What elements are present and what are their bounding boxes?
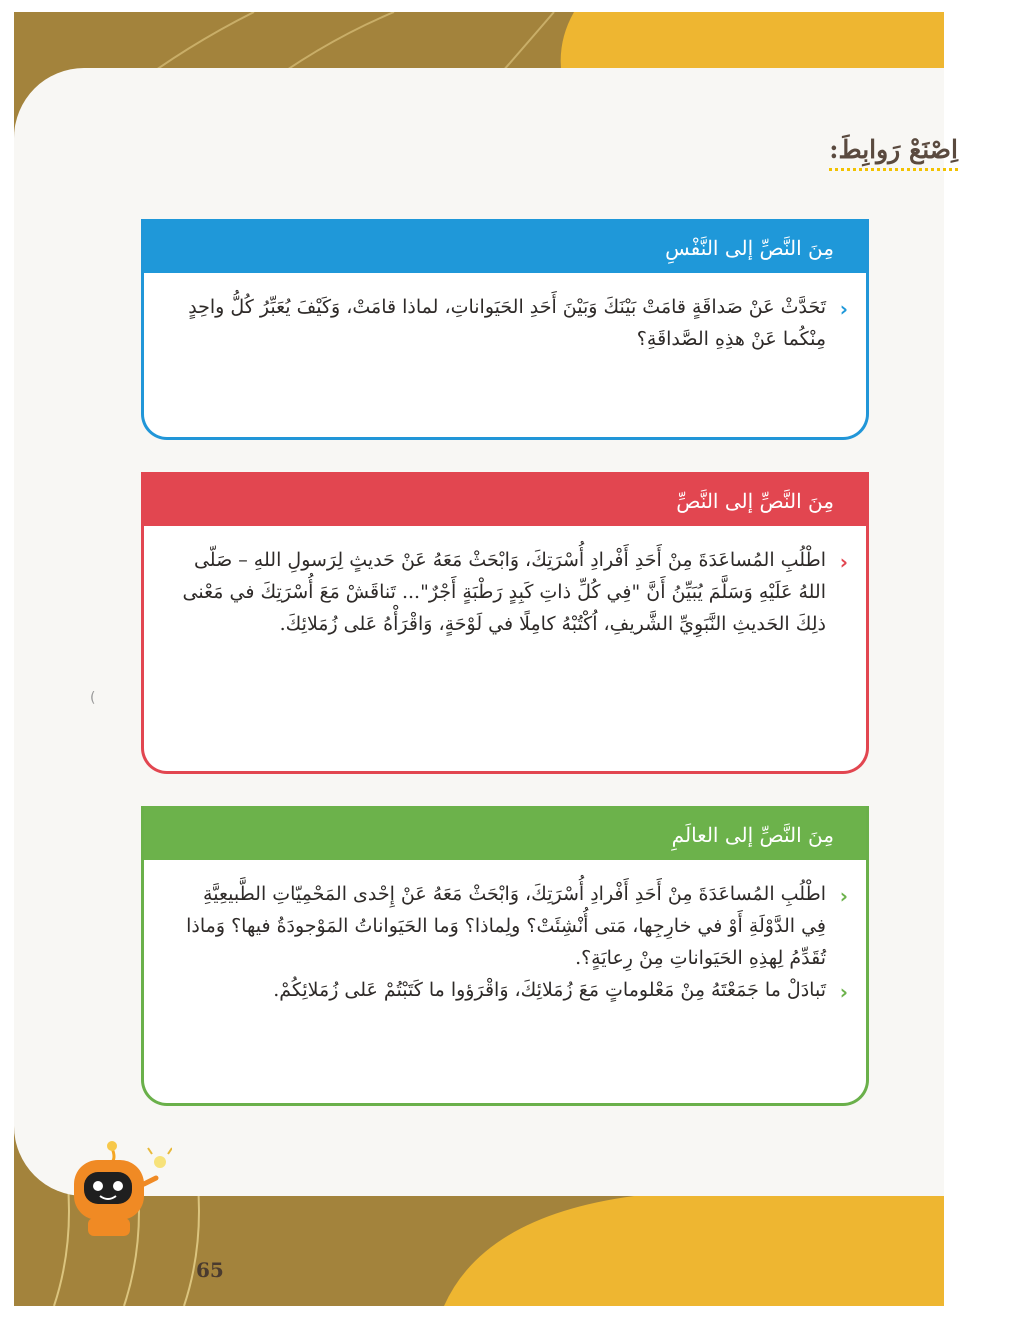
card-body bbox=[144, 273, 866, 355]
card-title: مِنَ النَّصِّ إلى النَّصِّ bbox=[144, 472, 866, 526]
card-text-to-self bbox=[141, 219, 869, 440]
card-title: مِنَ النَّصِّ إلى العالَمِ bbox=[144, 806, 866, 860]
card-body bbox=[144, 526, 866, 640]
page-number: 65 bbox=[196, 1258, 224, 1282]
scan-mark: ( bbox=[90, 690, 96, 706]
chevron-bullet-icon: ‹ bbox=[839, 297, 848, 321]
card-text-to-world bbox=[141, 806, 869, 1106]
robot-mascot-icon bbox=[52, 1140, 172, 1240]
list-item bbox=[174, 544, 846, 640]
page-heading: اِصْنَعْ رَوابِطَ: bbox=[829, 135, 958, 171]
item-text: اطْلُبِ المُساعَدَةَ مِنْ أَحَدِ أَفْرادِ أُسْرَتِكَ، وَابْحَثْ مَعَهُ عَنْ إِحْدى المَحْمِيّاتِ الطَّبيعِيَّةِ فِي الدَّوْلَةِ أَوْ في خارِجِها، مَتى أُنْشِئَتْ؟ ولِماذا؟ وَما الحَيَواناتُ المَوْجودَةُ فيها؟ وَماذا تُقَدِّمُ لِهذِهِ الحَيَواناتِ مِنْ رِعايَةٍ؟. bbox=[186, 883, 826, 969]
list-item bbox=[174, 291, 846, 355]
card-text-to-text bbox=[141, 472, 869, 774]
chevron-bullet-icon: ‹ bbox=[839, 550, 848, 574]
list-item bbox=[174, 974, 846, 1006]
chevron-bullet-icon: ‹ bbox=[839, 884, 848, 908]
card-body bbox=[144, 860, 866, 1006]
list-item bbox=[174, 878, 846, 974]
item-text: اطْلُبِ المُساعَدَةَ مِنْ أَحَدِ أَفْرادِ أُسْرَتِكَ، وَابْحَثْ مَعَهُ عَنْ حَديثٍ لِرَسولِ اللهِ – صَلّى اللهُ عَلَيْهِ وَسَلَّمَ يُبَيِّنُ أَنَّ "فِي كُلِّ ذاتِ كَبِدٍ رَطْبَةٍ أَجْرٌ"... تَناقَشْ مَعَ أُسْرَتِكَ في مَعْنى ذلِكَ الحَديثِ النَّبَوِيِّ الشَّريفِ، اُكْتُبْهُ كامِلًا في لَوْحَةٍ، وَاقْرَأْهُ عَلى زُمَلائِكَ. bbox=[182, 549, 826, 635]
card-title: مِنَ النَّصِّ إلى النَّفْسِ bbox=[144, 219, 866, 273]
item-text: تَبادَلْ ما جَمَعْتَهُ مِنْ مَعْلوماتٍ مَعَ زُمَلائِكَ، وَاقْرَؤوا ما كَتَبْتُمْ عَلى زُمَلائِكُمْ. bbox=[273, 979, 826, 1001]
item-text: تَحَدَّثْ عَنْ صَداقَةٍ قامَتْ بَيْنَكَ وَبَيْنَ أَحَدِ الحَيَواناتِ، لماذا قامَتْ، وَكَيْفَ يُعَبِّرُ كُلُّ واحِدٍ مِنْكُما عَنْ هذِهِ الصَّداقَةِ؟ bbox=[188, 296, 826, 350]
chevron-bullet-icon: ‹ bbox=[839, 980, 848, 1004]
